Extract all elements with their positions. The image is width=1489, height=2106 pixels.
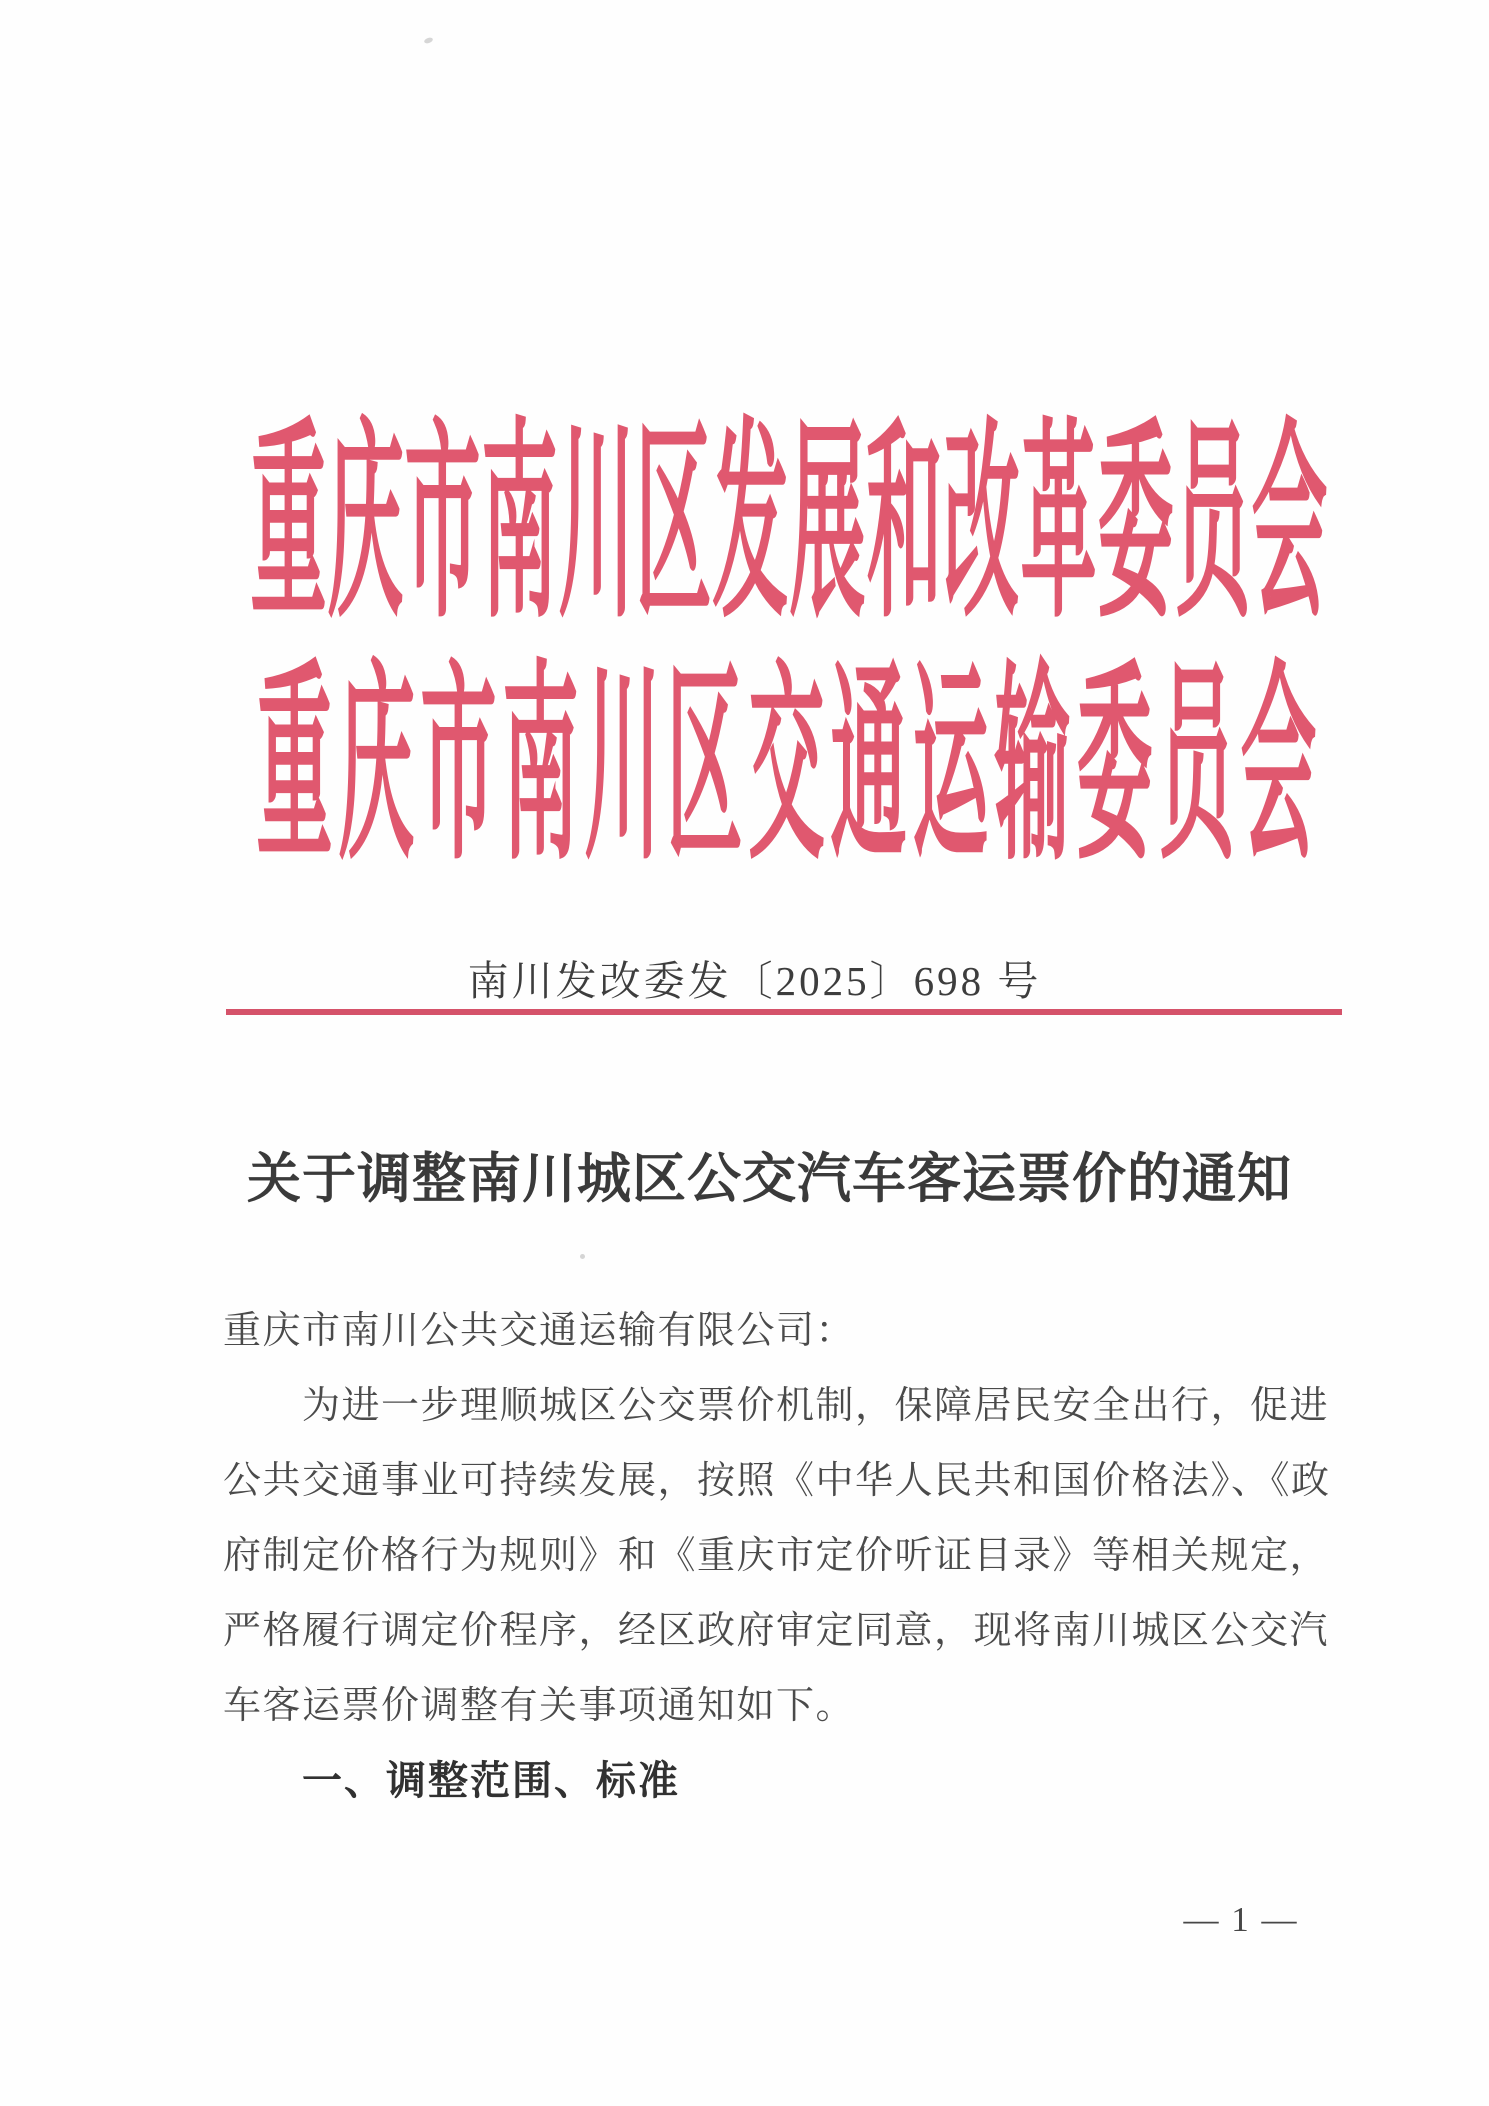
section-heading: 一、调整范围、标准 (302, 1759, 680, 1803)
red-rule-divider (226, 1009, 1342, 1015)
doc-number: 南川发改委发〔2025〕698 号 (467, 958, 1042, 1004)
scan-speck (580, 1254, 585, 1259)
body-line: 府制定价格行为规则》和《重庆市定价听证目录》等相关规定， (223, 1535, 1330, 1577)
page-number: — 1 — (1183, 1900, 1299, 1939)
body-line: 公共交通事业可持续发展，按照《中华人民共和国价格法》、《政 (223, 1460, 1331, 1502)
scan-speck (423, 37, 433, 45)
doc-number-row (0, 948, 1489, 1007)
letterhead-org-1 (0, 394, 1489, 644)
body-line: 严格履行调定价程序，经区政府审定同意，现将南川城区公交汽 (223, 1610, 1330, 1652)
document-body (223, 1294, 1348, 1819)
salutation-line: 重庆市南川公共交通运输有限公司： (223, 1310, 856, 1352)
body-line: 为进一步理顺城区公交票价机制，保障居民安全出行，促进 (302, 1385, 1330, 1427)
letterhead-org-2 (0, 636, 1489, 886)
letterhead-org-2-text: 重庆市南川区交通运输委员会 (256, 650, 1323, 886)
document-title: 关于调整南川城区公交汽车客运票价的通知 (247, 1149, 1292, 1209)
body-line: 车客运票价调整有关事项通知如下。 (223, 1685, 856, 1727)
letterhead-org-1-text: 重庆市南川区发展和改革委员会 (250, 408, 1329, 644)
